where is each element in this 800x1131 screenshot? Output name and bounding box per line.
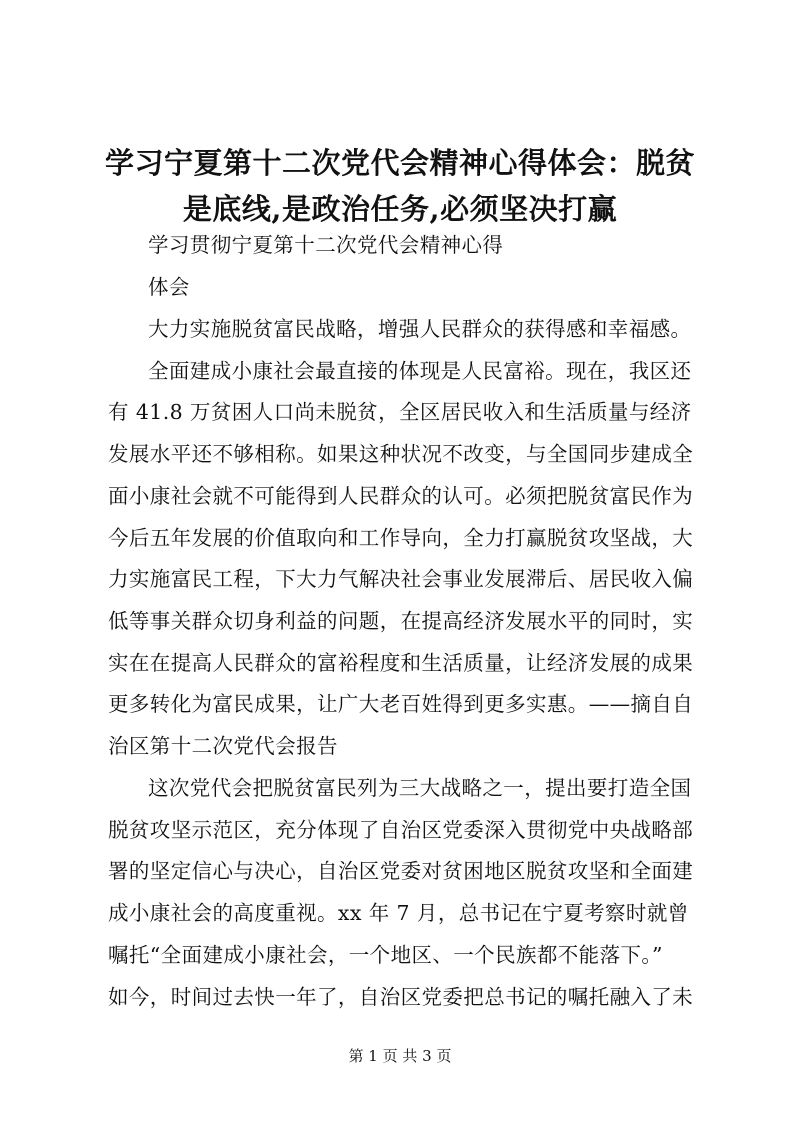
text-line: 脱贫攻坚示范区，充分体现了自治区党委深入贯彻党中央战略部 xyxy=(108,818,694,842)
text-line: 低等事关群众切身利益的问题，在提高经济发展水平的同时，实 xyxy=(108,609,694,633)
text-line: 嘱托“全面建成小康社会，一个地区、一个民族都不能落下。” xyxy=(108,943,663,967)
text-line: 发展水平还不够相称。如果这种状况不改变，与全国同步建成全 xyxy=(108,442,694,466)
title-line-2: 是底线,是政治任务,必须坚决打赢 xyxy=(182,192,618,226)
text-line: 这次党代会把脱贫富民列为三大战略之一，提出要打造全国 xyxy=(148,776,692,800)
document-title xyxy=(90,140,710,232)
text-line: 大力实施脱贫富民战略，增强人民群众的获得感和幸福感。 xyxy=(148,317,692,341)
subtitle-line-2: 体会 xyxy=(148,275,190,299)
text-line: 面小康社会就不可能得到人民群众的认可。必须把脱贫富民作为 xyxy=(108,484,694,508)
subtitle-line-1: 学习贯彻宁夏第十二次党代会精神心得 xyxy=(148,233,504,257)
text-line: 有 41.8 万贫困人口尚未脱贫，全区居民收入和生活质量与经济 xyxy=(108,400,692,424)
text-line: 成小康社会的高度重视。xx 年 7 月，总书记在宁夏考察时就曾 xyxy=(108,901,689,925)
text-line: 治区第十二次党代会报告 xyxy=(108,734,338,758)
text-line: 如今，时间过去快一年了，自治区党委把总书记的嘱托融入了未 xyxy=(108,985,694,1009)
text-line: 署的坚定信心与决心，自治区党委对贫困地区脱贫攻坚和全面建 xyxy=(108,859,694,883)
title-line-1: 学习宁夏第十二次党代会精神心得体会：脱贫 xyxy=(104,146,695,180)
page-footer: 第 1 页 共 3 页 xyxy=(348,1047,452,1065)
text-line: 全面建成小康社会最直接的体现是人民富裕。现在，我区还 xyxy=(148,359,692,383)
text-line: 力实施富民工程，下大力气解决社会事业发展滞后、居民收入偏 xyxy=(108,567,694,591)
text-line: 实在在提高人民群众的富裕程度和生活质量，让经济发展的成果 xyxy=(108,651,694,675)
text-line: 更多转化为富民成果，让广大老百姓得到更多实惠。——摘自自 xyxy=(108,692,694,716)
text-line: 今后五年发展的价值取向和工作导向，全力打赢脱贫攻坚战，大 xyxy=(108,526,694,550)
